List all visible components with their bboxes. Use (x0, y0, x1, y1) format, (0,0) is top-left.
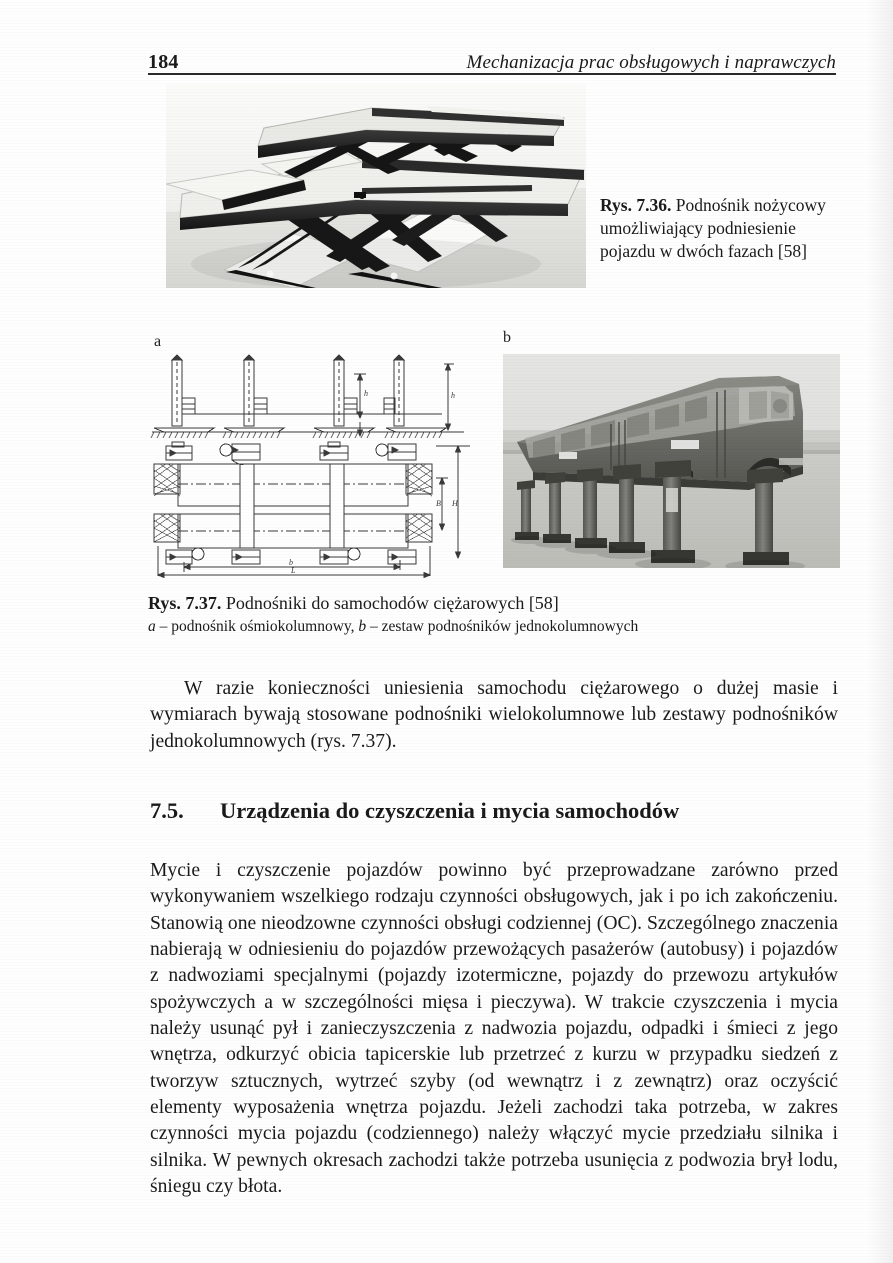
scissor-lift-photo (166, 84, 586, 288)
svg-text:b: b (289, 558, 293, 567)
figure-7-37-label-b: b (503, 329, 511, 346)
page-edge-shading (867, 0, 893, 1263)
svg-text:h: h (364, 389, 368, 398)
figure-7-37 (148, 324, 840, 580)
page-number: 184 (148, 51, 179, 73)
section-heading (150, 797, 838, 824)
svg-text:h: h (451, 391, 455, 400)
subcaption-letter-a: a (148, 617, 156, 635)
subcaption-text-a: – podnośnik ośmiokolumnowy, (155, 617, 359, 635)
bus-on-column-lifts-photo (503, 354, 840, 568)
figure-7-37-caption (148, 592, 848, 615)
subcaption-letter-b: b (358, 617, 367, 635)
running-head (148, 38, 836, 72)
figure-7-37-caption-label: Rys. 7.37. (148, 593, 222, 613)
subcaption-text-b: – zestaw podnośników jednokolumnowych (366, 617, 639, 635)
svg-text:H: H (452, 499, 458, 508)
figure-7-37-caption-block (148, 592, 848, 636)
figure-7-36-caption-label: Rys. 7.36. (600, 195, 672, 215)
figure-7-37-caption-text: Podnośniki do samochodów ciężarowych [58] (221, 593, 559, 613)
section-title: Urządzenia do czyszczenia i mycia samochodów (220, 798, 680, 823)
svg-text:L: L (291, 566, 296, 575)
paragraph-1 (150, 676, 838, 755)
running-title: Mechanizacja prac obsługowych i naprawczych (466, 52, 836, 73)
svg-text:B: B (436, 499, 441, 508)
paragraph-2 (150, 858, 838, 1200)
header-rule (148, 73, 836, 75)
figure-7-37-label-a: a (154, 333, 162, 350)
eight-post-lift-drawing (148, 346, 478, 578)
paragraph-2-text: Mycie i czyszczenie pojazdów powinno być przeprowadzane zarówno przed wykonywaniem wszelkiego rodzaju czynności obsługowych, jak i po ich zakończeniu. Stanowią one nieodzowne czynności obsługi codziennej (OC). Szczególnego znaczenia nabierają w odniesieniu do pojazdów przewożących pasażerów (autobusy) i pojazdów z nadwoziami specjalnymi (pojazdy izotermiczne, pojazdy do przewozu artykułów spożywczych a w szczególności mięsa i pieczywa). W trakcie czyszczenia i mycia należy usunąć pył i zanieczyszczenia z nadwozia pojazdu, odpadki i śmieci z jego wnętrza, odkurzyć obicia tapicerskie lub przetrzeć z kurzu w przypadku siedzeń z tworzyw sztucznych, wytrzeć szyby (od wewnątrz i z zewnątrz) oraz oczyścić elementy wyposażenia wnętrza pojazdu. Jeżeli zachodzi taka potrzeba, w zakres czynności mycia pojazdu (codziennego) należy włączyć mycie przedziału silnika i silnika. W pewnych okresach zachodzi także potrzeba usunięcia z podwozia brył lodu, śniegu czy błota. (150, 860, 838, 1198)
figure-7-36 (148, 84, 840, 296)
figure-7-36-caption-text: Podnośnik nożycowy umożliwiający podniesienie pojazdu w dwóch fazach [58] (600, 195, 826, 261)
section-number: 7.5. (150, 798, 184, 823)
figure-7-37-subcaption (148, 617, 848, 636)
paragraph-1-text: W razie konieczności uniesienia samochodu ciężarowego o dużej masie i wymiarach bywają stosowane podnośniki wielokolumnowe lub zestawy podnośników jednokolumnowych (rys. 7.37). (150, 678, 838, 752)
figure-7-36-caption (600, 194, 840, 262)
